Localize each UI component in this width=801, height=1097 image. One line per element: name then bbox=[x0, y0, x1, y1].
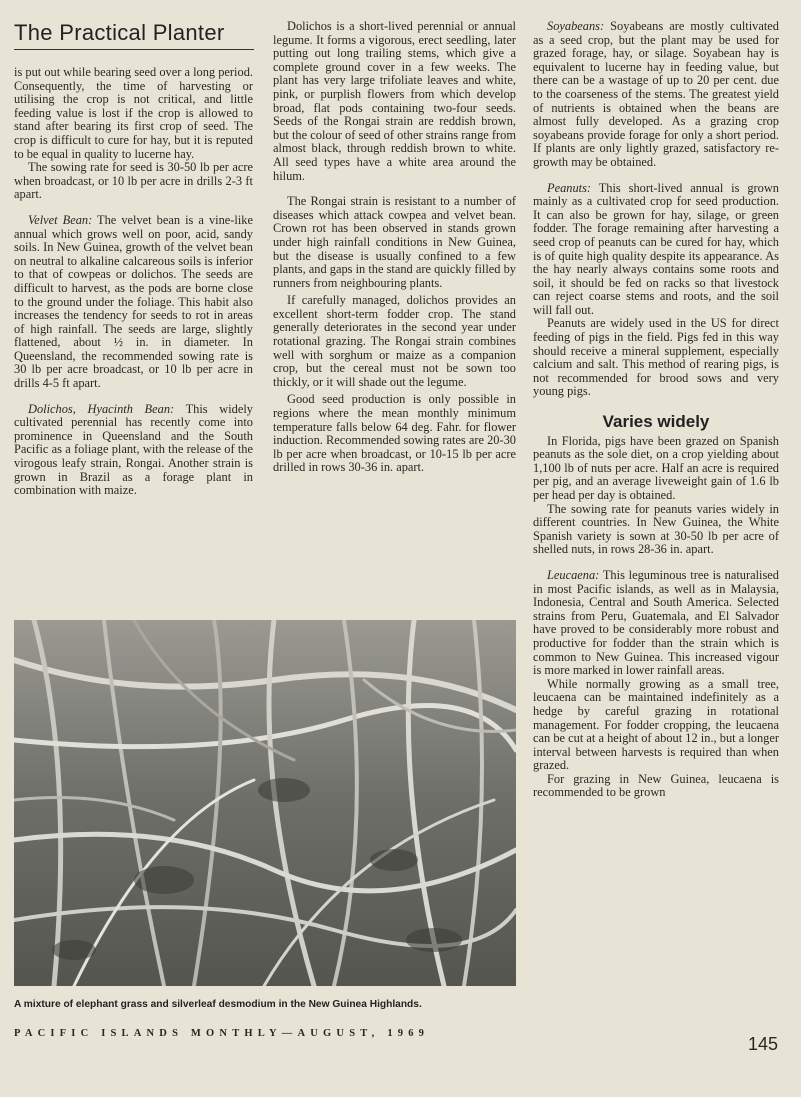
paragraph bbox=[533, 569, 779, 678]
section-heading: The Practical Planter bbox=[14, 20, 254, 50]
paragraph bbox=[14, 403, 253, 498]
paragraph-body: This widely cultivated perennial has recently come into prominence in Queensland and the South Pacific as a foliage plant, with the release of the virogous leafy strain, Rongai. Another strain is grown in Brazil as a forage plant in combination with maize. bbox=[14, 401, 253, 498]
subheading: Varies widely bbox=[602, 412, 710, 432]
paragraph: If carefully managed, dolichos provides an excellent short-term fodder crop. The stand generally deteriorates in the second year under rotational grazing. The Rongai strain combines well with sorghum or maize as a companion crop, but the cereal must not be sown too thickly, or it will shade out the legume. bbox=[273, 293, 516, 389]
paragraph: For grazing in New Guinea, leucaena is recommended to be grown bbox=[533, 771, 779, 800]
paragraph-body: This leguminous tree is naturalised in most Pacific islands, as well as in Malaysia, Indonesia, Central and South America. Selected strains from Peru, Guatemala, and El Salvador have proved to be considerably more robust and productive for fodder than the strain which is common to New Guinea. This increased vigour is more marked in lower rainfall areas. bbox=[533, 567, 779, 678]
paragraph bbox=[533, 182, 779, 318]
paragraph-body: This short-lived annual is grown mainly as a cultivated crop for seed production. It can also be grown for hay, silage, or green fodder. The forage remaining after harvesting a seed crop of peanuts can be cured for hay, which is of quite high quality despite its appearance. As the hay nearly always contains some roots and soil, it should be fed on racks so that livestock can reject coarse stems and roots, and the soil will fall out. bbox=[533, 180, 779, 317]
paragraph-lead: Peanuts: bbox=[547, 180, 592, 195]
paragraph: Peanuts are widely used in the US for direct feeding of pigs in the field. Pigs fed in this way should receive a mineral supplement, especially calcium and salt. This method of rearing pigs, is not recommended for brood sows and very young pigs. bbox=[533, 316, 779, 399]
paragraph-body: Soyabeans are mostly cultivated as a seed crop, but the plant may be used for grazed forage, hay, or silage. Soyabean hay is equivalent to lucerne hay in feeding value, but there can be a wastage of up to 20 per cent. due to the coarseness of the stems. The greatest yield of nutrients is obtained when the beans are almost fully developed. As a grazing crop soyabeans provide forage for only a short period. If plants are only lightly grazed, satisfactory re-growth may be obtained. bbox=[533, 19, 779, 169]
paragraph: Dolichos is a short-lived perennial or annual legume. It forms a vigorous, erect seedling, later putting out long trailing stems, which give a complete ground cover in a few weeks. The plant has very large trifoliate leaves and white, pink, or purplish flowers from which develop broad, flat pods containing two-four seeds. Seeds of the Rongai strain are reddish brown, but the colour of seed of other strains range from almost black, through reddish brown to white. All seed types have a white area around the hilum. bbox=[273, 19, 516, 183]
paragraph-lead: Velvet Bean: bbox=[28, 212, 93, 227]
page-number: 145 bbox=[748, 1034, 779, 1054]
column-1 bbox=[14, 66, 253, 510]
paragraph: The sowing rate for peanuts varies widely in different countries. In New Guinea, the White Spanish variety is sown at 30-50 lb per acre of shelled nuts, in rows 28-36 in. apart. bbox=[533, 501, 779, 557]
column-3 bbox=[533, 20, 779, 800]
paragraph-body: The velvet bean is a vine-like annual which grows well on poor, acid, sandy soils. In New Guinea, growth of the velvet bean on neutral to alkaline calcareous soils is inferior to that of cowpeas or dolichos. The seeds are difficult to harvest, as the pods are borne close to the ground under the foliage. This habit also increases the tendency for seeds to rot in areas of high rainfall. The seeds are large, slightly flattened, about ½ in. in diameter. In Queensland, the recommended sowing rate is 30 lb per acre broadcast, or 10 lb per acre in drills 4-5 ft apart. bbox=[14, 212, 254, 391]
paragraph: In Florida, pigs have been grazed on Spanish peanuts as the sole diet, on a crop yielding about 1,100 lb of nuts per acre. Half an acre is required per pig, and an average liveweight gain of 1.6 lb per head per day is obtained. bbox=[533, 433, 779, 502]
paragraph: While normally growing as a small tree, leucaena can be maintained indefinitely as a hedge by careful grazing in rotational management. For fodder cropping, the leucaena can be cut at a height of about 12 in., but a longer interval between harvests is required than when grazed. bbox=[533, 676, 779, 773]
paragraph: The Rongai strain is resistant to a number of diseases which attack cowpea and velvet bean. Crown rot has been observed in stands grown under high rainfall conditions in New Guinea, but the disease is usually confined to a few plants, and gaps in the stand are quickly filled by runners from neighbouring plants. bbox=[273, 194, 516, 290]
photo-caption: A mixture of elephant grass and silverleaf desmodium in the New Guinea Highlands. bbox=[14, 999, 422, 1010]
paragraph-lead: Leucaena: bbox=[547, 567, 600, 582]
paragraph bbox=[533, 20, 779, 170]
grass-photo bbox=[14, 620, 516, 986]
grass-photo-illustration bbox=[14, 620, 516, 986]
paragraph: Good seed production is only possible in regions where the mean monthly minimum temperature falls below 64 deg. Fahr. for flower induction. Recommended sowing rates are 20-30 lb per acre when broadcast, or 10-15 lb per acre drilled in rows 30-36 in. apart. bbox=[273, 392, 516, 475]
paragraph-lead: Dolichos, Hyacinth Bean: bbox=[28, 401, 175, 416]
masthead-footer: PACIFIC ISLANDS MONTHLY—AUGUST, 1969 bbox=[14, 1028, 430, 1039]
paragraph: The sowing rate for seed is 30-50 lb per acre when broadcast, or 10 lb per acre in drills 2-3 ft apart. bbox=[14, 160, 253, 202]
paragraph bbox=[14, 214, 253, 391]
paragraph-lead: Soyabeans: bbox=[547, 19, 605, 33]
column-2 bbox=[273, 20, 516, 487]
paragraph: is put out while bearing seed over a long period. Consequently, the time of harvesting or utilising the crop is not critical, and little feeding value is lost if the crop is allowed to stand after bearing its first crop of seed. The crop is difficult to cure for hay, but it is reputed to be equal in quality to lucerne hay. bbox=[14, 65, 253, 161]
